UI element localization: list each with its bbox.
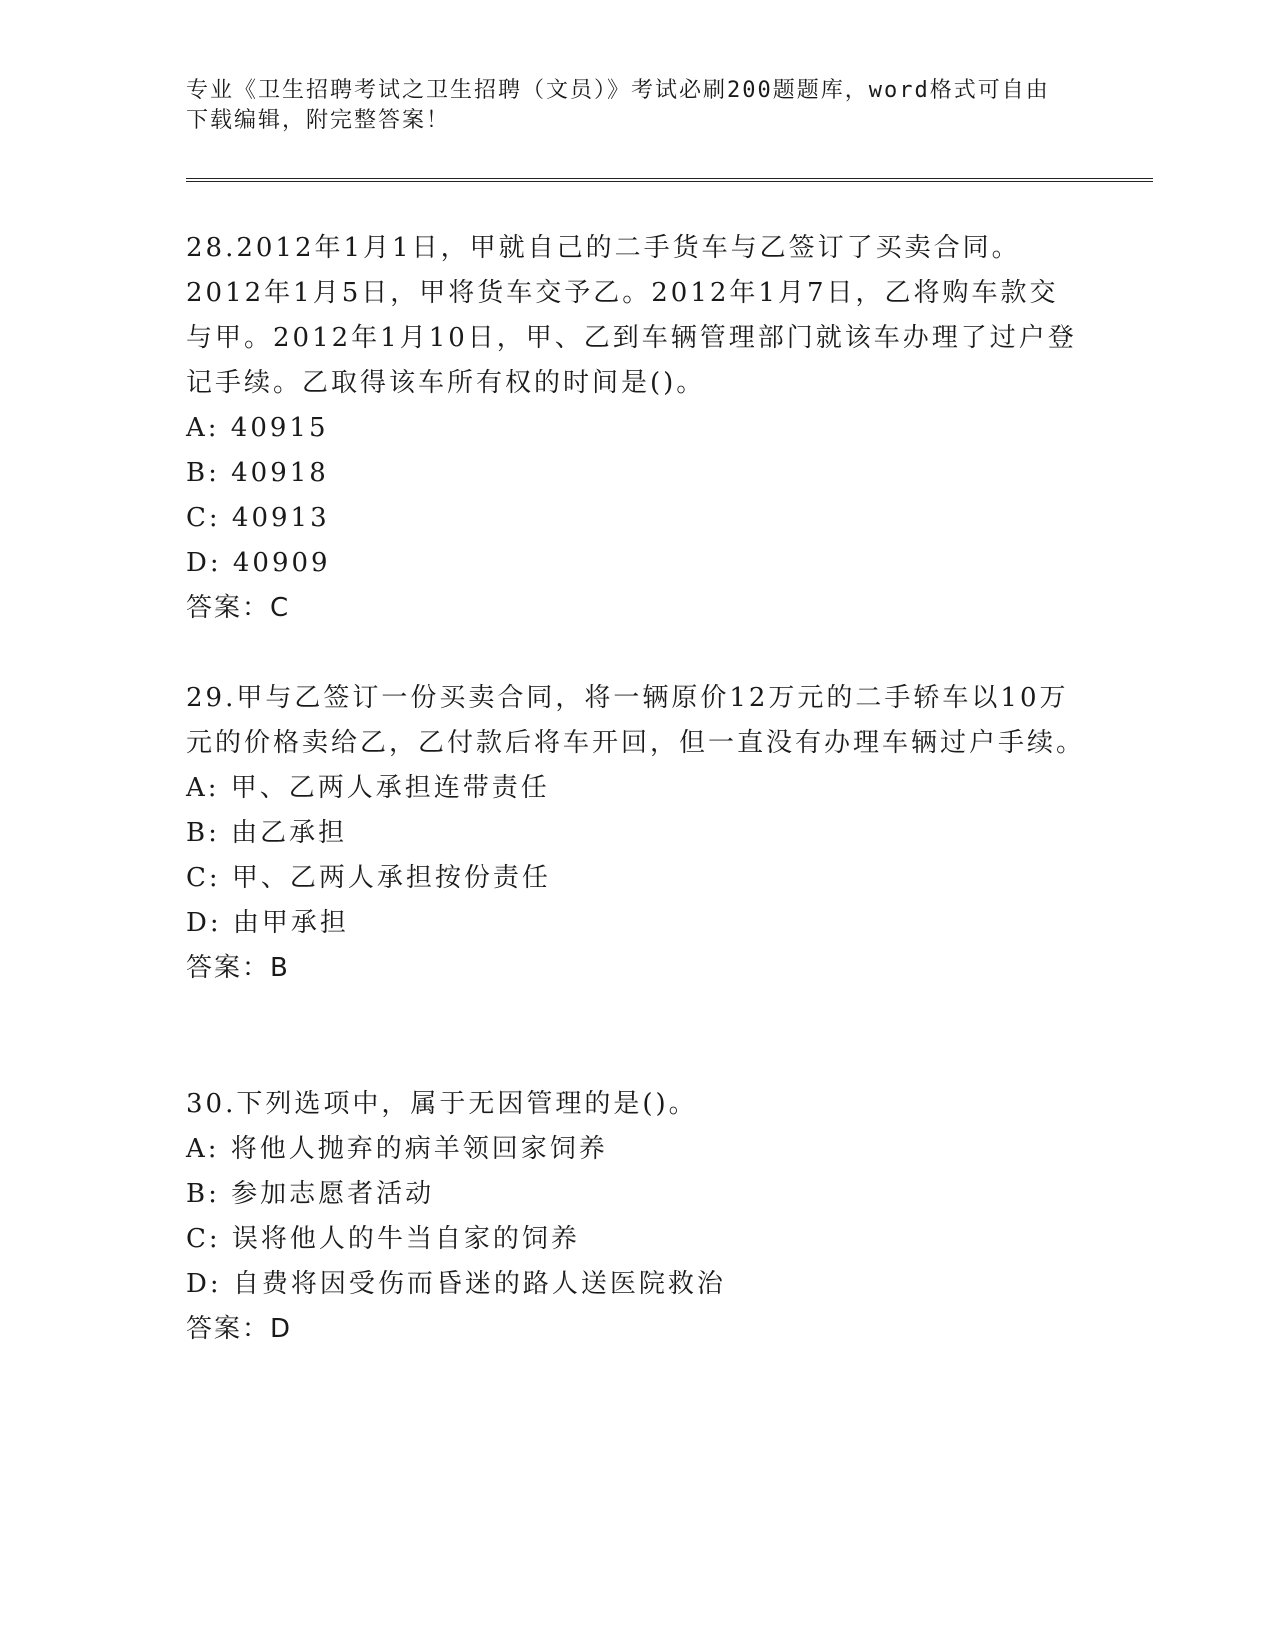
answer-line: 答案：C (186, 593, 291, 623)
answer-line: 答案：B (186, 953, 290, 983)
option-a: A: 将他人抛弃的病羊领回家饲养 (186, 1134, 608, 1164)
option-d: D: 自费将因受伤而昏迷的路人送医院救治 (186, 1269, 726, 1299)
answer-line: 答案：D (186, 1314, 293, 1344)
document-header: 专业《卫生招聘考试之卫生招聘（文员）》考试必刷200题题库，word格式可自由下载编辑，附完整答案！ (186, 78, 1050, 133)
option-a: A: 甲、乙两人承担连带责任 (186, 773, 550, 803)
question-stem: 28.2012年1月1日，甲就自己的二手货车与乙签订了买卖合同。2012年1月5日，甲将货车交予乙。2012年1月7日，乙将购车款交与甲。2012年1月10日，甲、乙到车辆管理部门就该车办理了过户登记手续。乙取得该车所有权的时间是()。 (186, 233, 1077, 398)
option-b: B: 参加志愿者活动 (186, 1179, 435, 1209)
header-divider (186, 178, 1153, 182)
option-a: A: 40915 (186, 413, 329, 443)
option-d: D: 由甲承担 (186, 908, 349, 938)
option-c: C: 甲、乙两人承担按份责任 (186, 863, 551, 893)
question-stem: 30.下列选项中，属于无因管理的是()。 (186, 1089, 698, 1119)
question-stem: 29.甲与乙签订一份买卖合同，将一辆原价12万元的二手轿车以10万元的价格卖给乙，乙付款后将车开回，但一直没有办理车辆过户手续。 (186, 683, 1086, 758)
option-b: B: 由乙承担 (186, 818, 348, 848)
option-c: C: 40913 (186, 503, 330, 533)
question-29 (186, 676, 1086, 991)
option-c: C: 误将他人的牛当自家的饲养 (186, 1224, 580, 1254)
option-d: D: 40909 (186, 548, 331, 578)
question-30 (186, 1082, 1086, 1352)
question-28 (186, 226, 1086, 631)
option-b: B: 40918 (186, 458, 329, 488)
